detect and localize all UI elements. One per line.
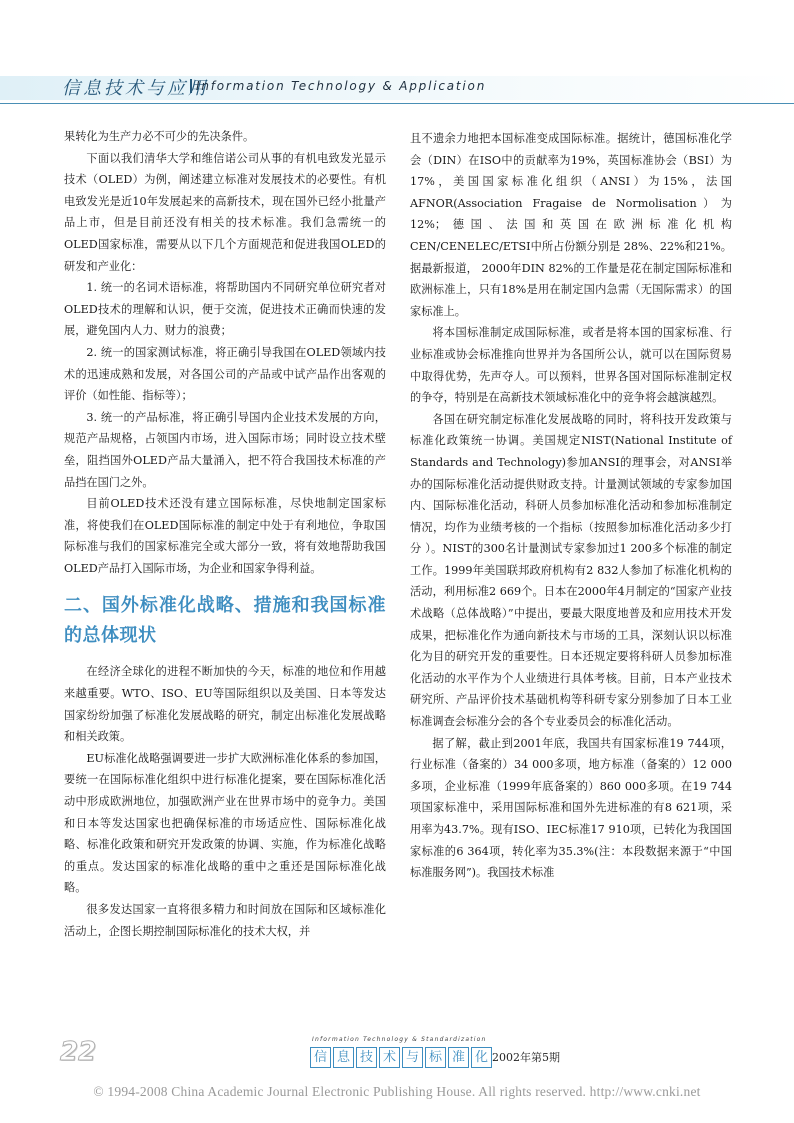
paragraph: 1. 统一的名词术语标准，将帮助国内不同研究单位研究者对OLED技术的理解和认识，便于交流，促进技术正确而快速的发展，避免国内人力、财力的浪费； [64, 281, 386, 338]
issue-label: 2002年第5期 [492, 1051, 560, 1064]
section-heading: 二、国外标准化战略、措施和我国标准的总体现状 [64, 595, 386, 647]
journal-char: 准 [448, 1047, 469, 1068]
paragraph: 且不遗余力地把本国标准变成国际标准。据统计，德国标准化学会（DIN）在ISO中的贡献率为19%，英国标准协会（BSI）为17%，美国国家标准化组织（ANSI）为15%，法国AFNOR(Association Fragaise de Normolisation）为12%；德国、法国和英国在欧洲标准化机构CEN/CENELEC/ETSI中所占份额分别是 28%、22%和21%。据最新报道， 2000年DIN 82%的工作量是花在制定国际标准和欧洲标准上，只有18%是用在制定国内急需（无国际需求）的国家标准上。 [410, 132, 732, 318]
paragraph: 下面以我们清华大学和维信诺公司从事的有机电致发光显示技术（OLED）为例，阐述建立标准对发展技术的必要性。有机电致发光是近10年发展起来的高新技术，现在国外已经小批量产品上市，但是目前还没有相关的技术标准。我们急需统一的OLED国家标准，需要从以下几个方面规范和促进我国OLED的研发和产业化： [64, 151, 386, 273]
journal-char: 与 [402, 1047, 423, 1068]
journal-char: 化 [471, 1047, 492, 1068]
paragraph: 在经济全球化的进程不断加快的今天，标准的地位和作用越来越重要。WTO、ISO、EU等国际组织以及美国、日本等发达国家纷纷加强了标准化发展战略的研究，制定出标准化发展战略和相关政策。 [64, 665, 386, 744]
journal-char: 信 [310, 1047, 331, 1068]
footer-journal-en: Information Technology & Standardization [312, 1036, 487, 1043]
paragraph: EU标准化战略强调要进一步扩大欧洲标准化体系的参加国，要统一在国际标准化组织中进行标准化提案，要在国际标准化活动中形成欧洲地位，加强欧洲产业在世界市场中的竞争力。美国和日本等发达国家也把确保标准的市场适应性、国际标准化战略、标准化政策和研究开发政策的协调、实施，作为标准化战略的重点。发达国家的标准化战略的重中之重还是国际标准化战略。 [64, 751, 386, 895]
paragraph: 据了解，截止到2001年底，我国共有国家标准19 744项，行业标准（备案的）34 000多项，地方标准（备案的）12 000多项，企业标准（1999年底备案的）860 000多项。在19 744项国家标准中，采用国际标准和国外先进标准的有8 621项，采用率为43.7%。现有ISO、IEC标准17 910项，已转化为我国国家标准的6 364项，转化率为35.3%(注：本段数据来源于“中国标准服务网”)。我国技术标准 [410, 736, 732, 880]
journal-char: 标 [425, 1047, 446, 1068]
paragraph: 果转化为生产力必不可少的先决条件。 [64, 130, 255, 143]
header-rule [0, 103, 794, 104]
header-title-cn: 信息技术与应用 [62, 78, 209, 99]
running-footer [0, 1035, 794, 1075]
paragraph: 将本国标准制定成国际标准，或者是将本国的国家标准、行业标准或协会标准推向世界并为各国所公认，就可以在国际贸易中取得优势，先声夺人。可以预料，世界各国对国际标准制定权的争夺，特别是在高新技术领域标准化中的竞争将会越演越烈。 [410, 326, 732, 405]
paragraph: 2. 统一的国家测试标准，将正确引导我国在OLED领域内技术的迅速成熟和发展，对各国公司的产品或中试产品作出客观的评价（如性能、指标等）； [64, 345, 386, 403]
copyright-notice: © 1994-2008 China Academic Journal Electronic Publishing House. All rights reserved. http://www.cnki.net [93, 1084, 701, 1099]
paragraph: 目前OLED技术还没有建立国际标准，尽快地制定国家标准，将使我们在OLED国际标准的制定中处于有利地位，争取国际标准与我们的国家标准完全或大部分一致，将有效地帮助我国OLED产品打入国际市场，为企业和国家争得利益。 [64, 497, 386, 575]
journal-char: 术 [379, 1047, 400, 1068]
paragraph: 3. 统一的产品标准，将正确引导国内企业技术发展的方向，规范产品规格，占领国内市场，进入国际市场；同时设立技术壁垒，阻挡国外OLED产品大量涌入，把不符合我国技术标准的产品挡在国门之外。 [64, 410, 386, 489]
footer-journal-name [310, 1047, 492, 1068]
page-number: 22 [60, 1037, 97, 1067]
right-column [410, 128, 732, 884]
header-title-en: Information Technology & Application [190, 79, 486, 93]
journal-char: 技 [356, 1047, 377, 1068]
journal-char: 息 [333, 1047, 354, 1068]
paragraph: 各国在研究制定标准化发展战略的同时，将科技开发政策与标准化政策统一协调。美国规定NIST(National Institute of Standards and Technology)参加ANSI的理事会，对ANSI举办的国际标准化活动提供财政支持。计量测试领域的专家参加国内、国际标准化活动，科研人员参加标准化活动和参加标准制定情况，均作为业绩考核的一个指标（按照参加标准化活动多少打分 ）。NIST的300名计量测试专家参加过1 200多个标准的制定工作。1999年美国联邦政府机构有2 832人参加了标准化机构的活动，利用标准2 669个。日本在2000年4月制定的“国家产业技术战略（总体战略）”中提出，要最大限度地普及和应用技术开发成果，把标准化作为通向新技术与市场的工具，深刻认识以标准化为目的研究开发的重要性。日本还规定要将科研人员参加标准化活动的水平作为个人业绩进行具体考核。目前，日本产业技术研究所、产品评价技术基础机构等科研专家分别参加了日本工业标准调查会标准分会的各个专业委员会的标准化活动。 [410, 412, 732, 729]
paragraph: 很多发达国家一直将很多精力和时间放在国际和区域标准化活动上，企图长期控制国际标准化的技术大权，并 [64, 903, 386, 938]
running-header [0, 66, 794, 106]
left-column [64, 126, 386, 942]
